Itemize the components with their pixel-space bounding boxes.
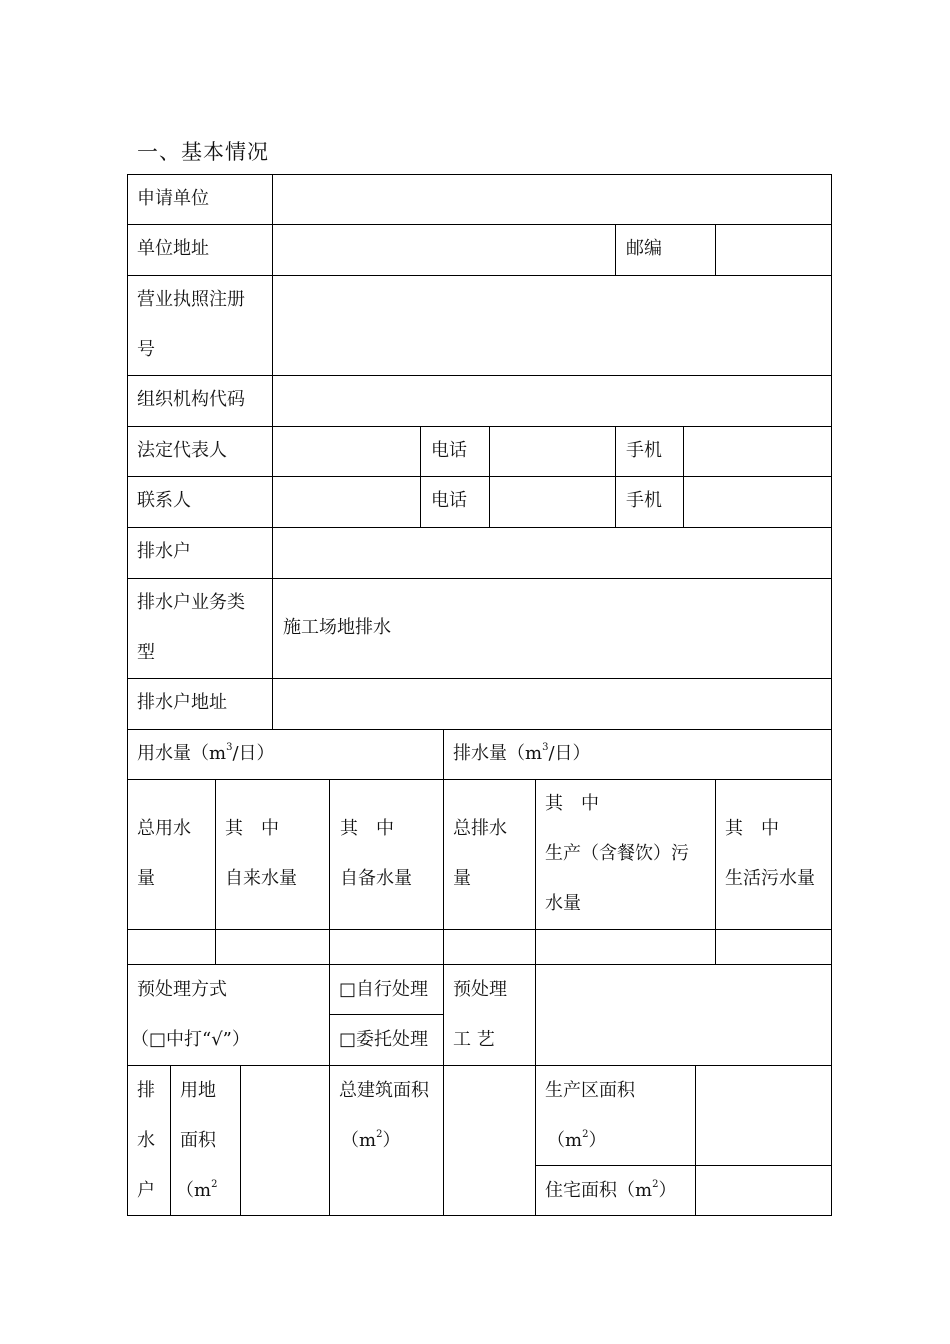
tap-of-which: 其 中 xyxy=(225,818,279,839)
self-treat-checkbox[interactable]: □自行处理 xyxy=(339,979,429,1000)
column-line xyxy=(127,174,128,1216)
column-line xyxy=(329,779,330,1216)
column-line xyxy=(443,729,444,780)
pretreat-process-line1: 预处理 xyxy=(453,979,507,1000)
contact-mobile-label: 手机 xyxy=(626,490,662,511)
column-line xyxy=(695,1065,696,1216)
contact-phone-label: 电话 xyxy=(431,490,467,511)
land-area-line1: 用地 xyxy=(180,1080,216,1101)
total-build-area-line1: 总建筑面积 xyxy=(339,1080,429,1101)
biz-type-value: 施工场地排水 xyxy=(283,617,391,638)
row-line xyxy=(127,476,832,477)
contact-label: 联系人 xyxy=(137,490,191,511)
total-discharge-line2: 量 xyxy=(453,868,471,889)
self-of-which: 其 中 xyxy=(340,818,394,839)
biz-type-label-line2: 型 xyxy=(137,642,155,663)
domestic-label: 生活污水量 xyxy=(725,868,815,889)
entrust-treat-checkbox[interactable]: □委托处理 xyxy=(339,1029,429,1050)
column-line xyxy=(489,426,490,527)
column-line xyxy=(443,779,444,1216)
pretreat-process-line2: 工 艺 xyxy=(453,1029,495,1050)
column-line xyxy=(683,426,684,527)
column-line xyxy=(420,426,421,527)
row-line xyxy=(127,1215,832,1216)
column-line xyxy=(831,174,832,1216)
column-line xyxy=(215,779,216,965)
pretreat-hint: （□中打“√”） xyxy=(131,1029,250,1050)
legal-rep-mobile-label: 手机 xyxy=(626,440,662,461)
column-line xyxy=(615,224,616,275)
self-water-label: 自备水量 xyxy=(340,868,412,889)
tap-water-label: 自来水量 xyxy=(225,868,297,889)
biz-type-label-line1: 排水户业务类 xyxy=(137,592,245,613)
residential-area-label: 住宅面积$(m^2)$ xyxy=(545,1179,677,1201)
section-title: 一、基本情况 xyxy=(137,140,269,164)
license-label-line2: 号 xyxy=(137,339,155,360)
applicant-label: 申请单位 xyxy=(137,188,209,209)
production-of-which: 其 中 xyxy=(545,793,599,814)
column-line xyxy=(715,224,716,275)
row-line xyxy=(127,224,832,225)
license-label-line1: 营业执照注册 xyxy=(137,289,245,310)
row-line xyxy=(127,1065,832,1066)
row-line xyxy=(127,426,832,427)
column-line xyxy=(240,1065,241,1216)
land-area-line2: 面积 xyxy=(180,1130,216,1151)
org-code-label: 组织机构代码 xyxy=(137,389,245,410)
prod-area-line2: $(m^2)$ xyxy=(547,1129,607,1151)
total-use-line2: 量 xyxy=(137,868,155,889)
water-use-header: 用水量（$m^3/$日） xyxy=(137,742,275,764)
row-line xyxy=(127,929,832,930)
row-line xyxy=(127,678,832,679)
column-line xyxy=(615,426,616,527)
production-label-line1: 生产（含餐饮）污 xyxy=(545,843,689,864)
prod-area-line1: 生产区面积 xyxy=(545,1080,635,1101)
water-discharge-header: 排水量（$m^3/$日） xyxy=(453,742,591,764)
column-line xyxy=(170,1065,171,1216)
vertical-label-shui: 水 xyxy=(137,1130,155,1151)
vertical-label-hu: 户 xyxy=(137,1180,155,1201)
land-area-line3: （$m^2$ xyxy=(176,1179,218,1201)
row-line xyxy=(127,779,832,780)
address-label: 单位地址 xyxy=(137,238,209,259)
row-line xyxy=(127,527,832,528)
pretreat-mode-label: 预处理方式 xyxy=(137,979,227,1000)
row-line xyxy=(127,174,832,175)
vertical-label-pai: 排 xyxy=(137,1080,155,1101)
domestic-of-which: 其 中 xyxy=(725,818,779,839)
total-use-line1: 总用水 xyxy=(137,818,191,839)
legal-rep-label: 法定代表人 xyxy=(137,440,227,461)
postcode-label: 邮编 xyxy=(626,238,662,259)
total-build-area-line2: $(m^2)$ xyxy=(341,1129,401,1151)
discharger-address-label: 排水户地址 xyxy=(137,692,227,713)
column-line xyxy=(272,174,273,730)
column-line xyxy=(715,779,716,965)
legal-rep-phone-label: 电话 xyxy=(431,440,467,461)
discharger-label: 排水户 xyxy=(137,541,191,562)
production-label-line2: 水量 xyxy=(545,893,581,914)
column-line xyxy=(535,779,536,1216)
total-discharge-line1: 总排水 xyxy=(453,818,507,839)
